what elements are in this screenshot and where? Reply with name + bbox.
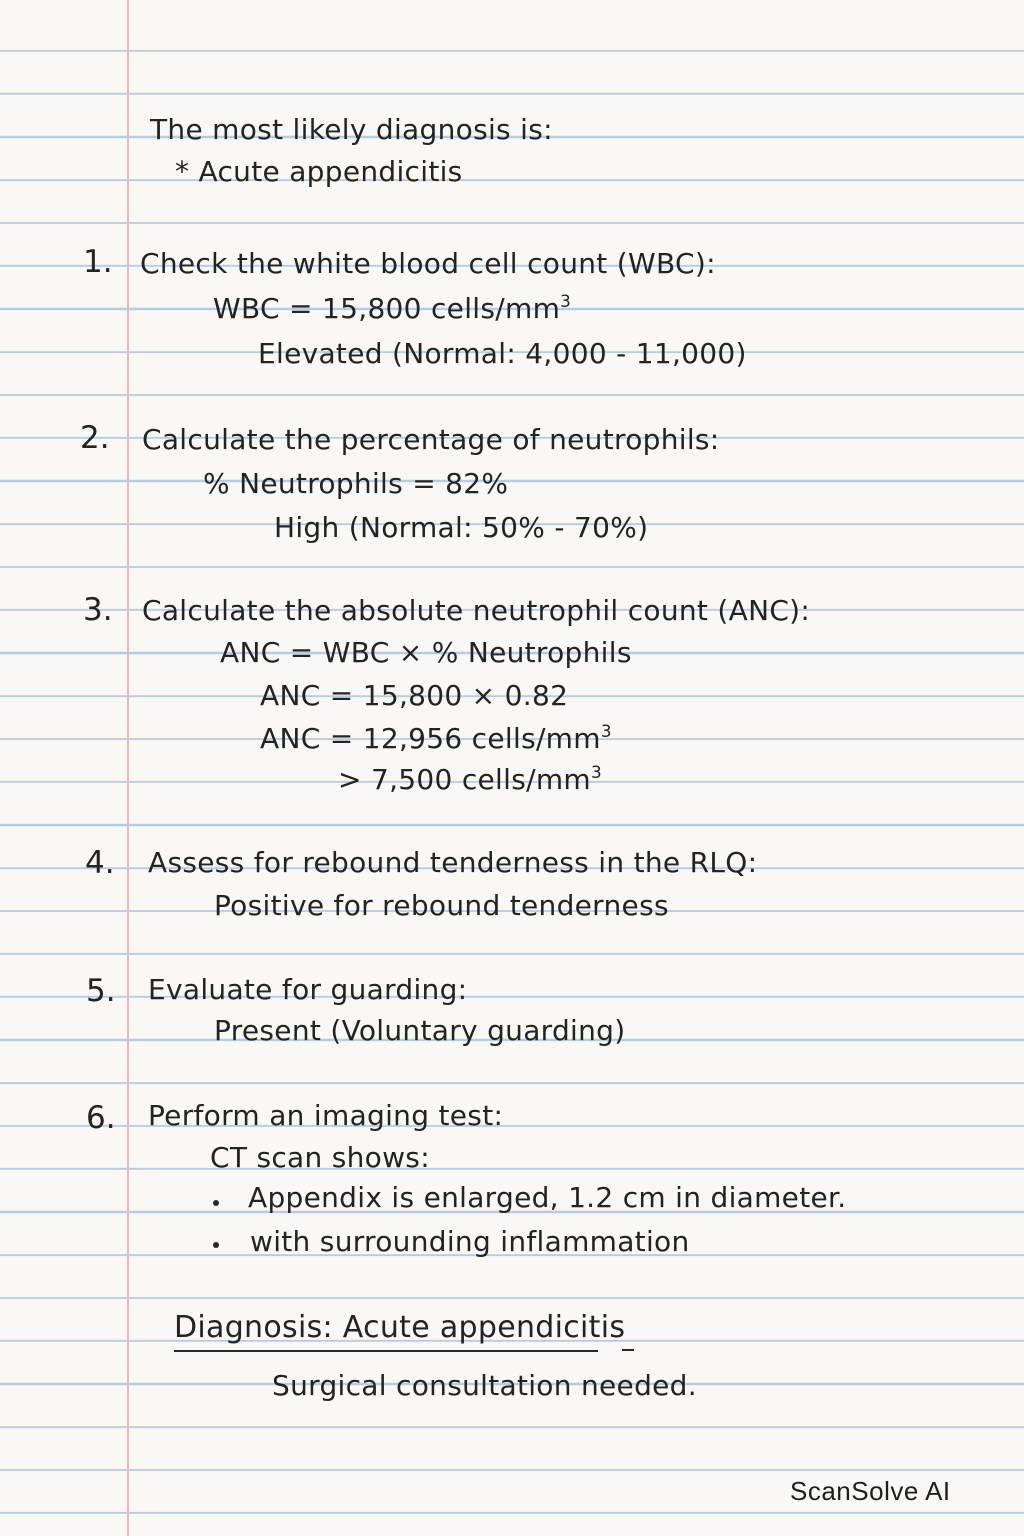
step-5-line-1: Present (Voluntary guarding): [214, 1014, 626, 1047]
diagnosis-note: Surgical consultation needed.: [272, 1369, 697, 1402]
step-3-line-4: > 7,500 cells/$mm^3$: [338, 762, 602, 796]
step-1-number: 1.: [83, 244, 113, 280]
step-1-line-1: WBC = 15,800 cells/$mm^3$: [213, 291, 572, 325]
step-2-line-1: % Neutrophils = 82%: [203, 467, 509, 500]
step-3-line-1: ANC = WBC × % Neutrophils: [220, 636, 632, 669]
step-3-line-2: ANC = 15,800 × 0.82: [260, 679, 569, 712]
step-1-title: Check the white blood cell count (WBC):: [140, 247, 716, 280]
step-5-number: 5.: [86, 973, 116, 1009]
scansolve-watermark: ScanSolve AI: [790, 1476, 951, 1506]
step-3-title: Calculate the absolute neutrophil count (ANC):: [142, 594, 811, 627]
step-4-line-1: Positive for rebound tenderness: [214, 889, 669, 922]
step-1-line-2: Elevated (Normal: 4,000 - 11,000): [258, 337, 747, 370]
step-6-bullet-2: with surrounding inflammation: [250, 1225, 690, 1258]
step-4-title: Assess for rebound tenderness in the RLQ:: [148, 846, 758, 879]
step-2-title: Calculate the percentage of neutrophils:: [142, 423, 720, 456]
intro-answer: * Acute appendicitis: [175, 155, 463, 188]
bullet-dot: [213, 1200, 219, 1206]
step-5-title: Evaluate for guarding:: [148, 973, 468, 1006]
step-6-bullet-1: Appendix is enlarged, 1.2 cm in diameter.: [248, 1181, 847, 1214]
step-3-number: 3.: [83, 592, 113, 628]
step-2-line-2: High (Normal: 50% - 70%): [274, 511, 649, 544]
diagnosis-dash: [622, 1349, 634, 1351]
step-6-title: Perform an imaging test:: [148, 1099, 504, 1132]
intro-heading: The most likely diagnosis is:: [150, 113, 553, 146]
step-6-line-1: CT scan shows:: [210, 1141, 430, 1174]
diagnosis-underline: [174, 1350, 598, 1352]
step-2-number: 2.: [80, 420, 110, 456]
step-6-number: 6.: [86, 1100, 116, 1136]
diagnosis-label: Diagnosis: Acute appendicitis: [174, 1310, 626, 1345]
step-3-line-3: ANC = 12,956 cells/$mm^3$: [260, 721, 612, 755]
bullet-dot: [213, 1242, 219, 1248]
margin-line: [127, 0, 129, 1536]
step-4-number: 4.: [85, 845, 115, 881]
